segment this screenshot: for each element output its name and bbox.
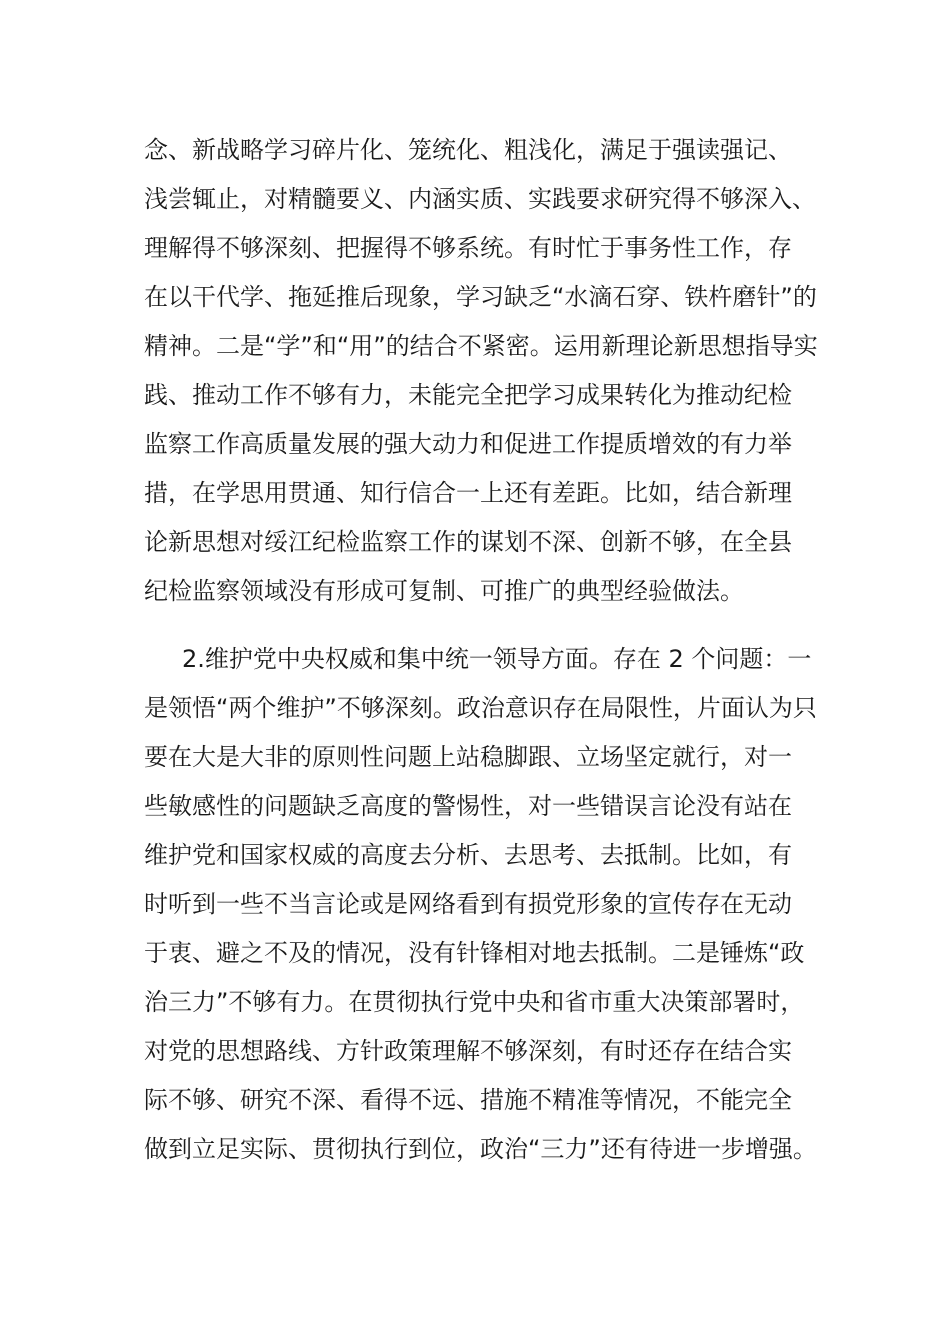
paragraph-line: 对党的思想路线、方针政策理解不够深刻，有时还存在结合实	[144, 1037, 792, 1065]
paragraph-line: 措，在学思用贯通、知行信合一上还有差距。比如，结合新理	[144, 479, 792, 507]
paragraph-line: 践、推动工作不够有力，未能完全把学习成果转化为推动纪检	[144, 381, 792, 409]
paragraph-line: 念、新战略学习碎片化、笼统化、粗浅化，满足于强读强记、	[144, 136, 792, 164]
paragraph-line: 些敏感性的问题缺乏高度的警惕性，对一些错误言论没有站在	[144, 792, 792, 820]
paragraph-line: 在以干代学、拖延推后现象，学习缺乏“水滴石穿、铁杵磨针”的	[144, 283, 817, 311]
paragraph-line: 治三力”不够有力。在贯彻执行党中央和省市重大决策部署时，	[144, 988, 805, 1016]
paragraph-line: 理解得不够深刻、把握得不够系统。有时忙于事务性工作，存	[144, 234, 792, 262]
paragraph-line: 精神。二是“学”和“用”的结合不紧密。运用新理论新思想指导实	[144, 332, 818, 360]
paragraph-line: 是领悟“两个维护”不够深刻。政治意识存在局限性，片面认为只	[144, 694, 817, 722]
paragraph-line: 2.维护党中央权威和集中统一领导方面。存在 2 个问题：一	[182, 645, 812, 673]
paragraph-line: 浅尝辄止，对精髓要义、内涵实质、实践要求研究得不够深入、	[144, 185, 816, 213]
paragraph-line: 纪检监察领域没有形成可复制、可推广的典型经验做法。	[144, 577, 744, 605]
paragraph-line: 做到立足实际、贯彻执行到位，政治“三力”还有待进一步增强。	[144, 1135, 817, 1163]
paragraph-line: 于衷、避之不及的情况，没有针锋相对地去抵制。二是锤炼“政	[144, 939, 805, 967]
paragraph-line: 监察工作高质量发展的强大动力和促进工作提质增效的有力举	[144, 430, 792, 458]
paragraph-line: 时听到一些不当言论或是网络看到有损党形象的宣传存在无动	[144, 890, 792, 918]
paragraph-line: 论新思想对绥江纪检监察工作的谋划不深、创新不够，在全县	[144, 528, 792, 556]
paragraph-line: 际不够、研究不深、看得不远、措施不精准等情况，不能完全	[144, 1086, 792, 1114]
paragraph-line: 维护党和国家权威的高度去分析、去思考、去抵制。比如，有	[144, 841, 792, 869]
paragraph-line: 要在大是大非的原则性问题上站稳脚跟、立场坚定就行，对一	[144, 743, 792, 771]
